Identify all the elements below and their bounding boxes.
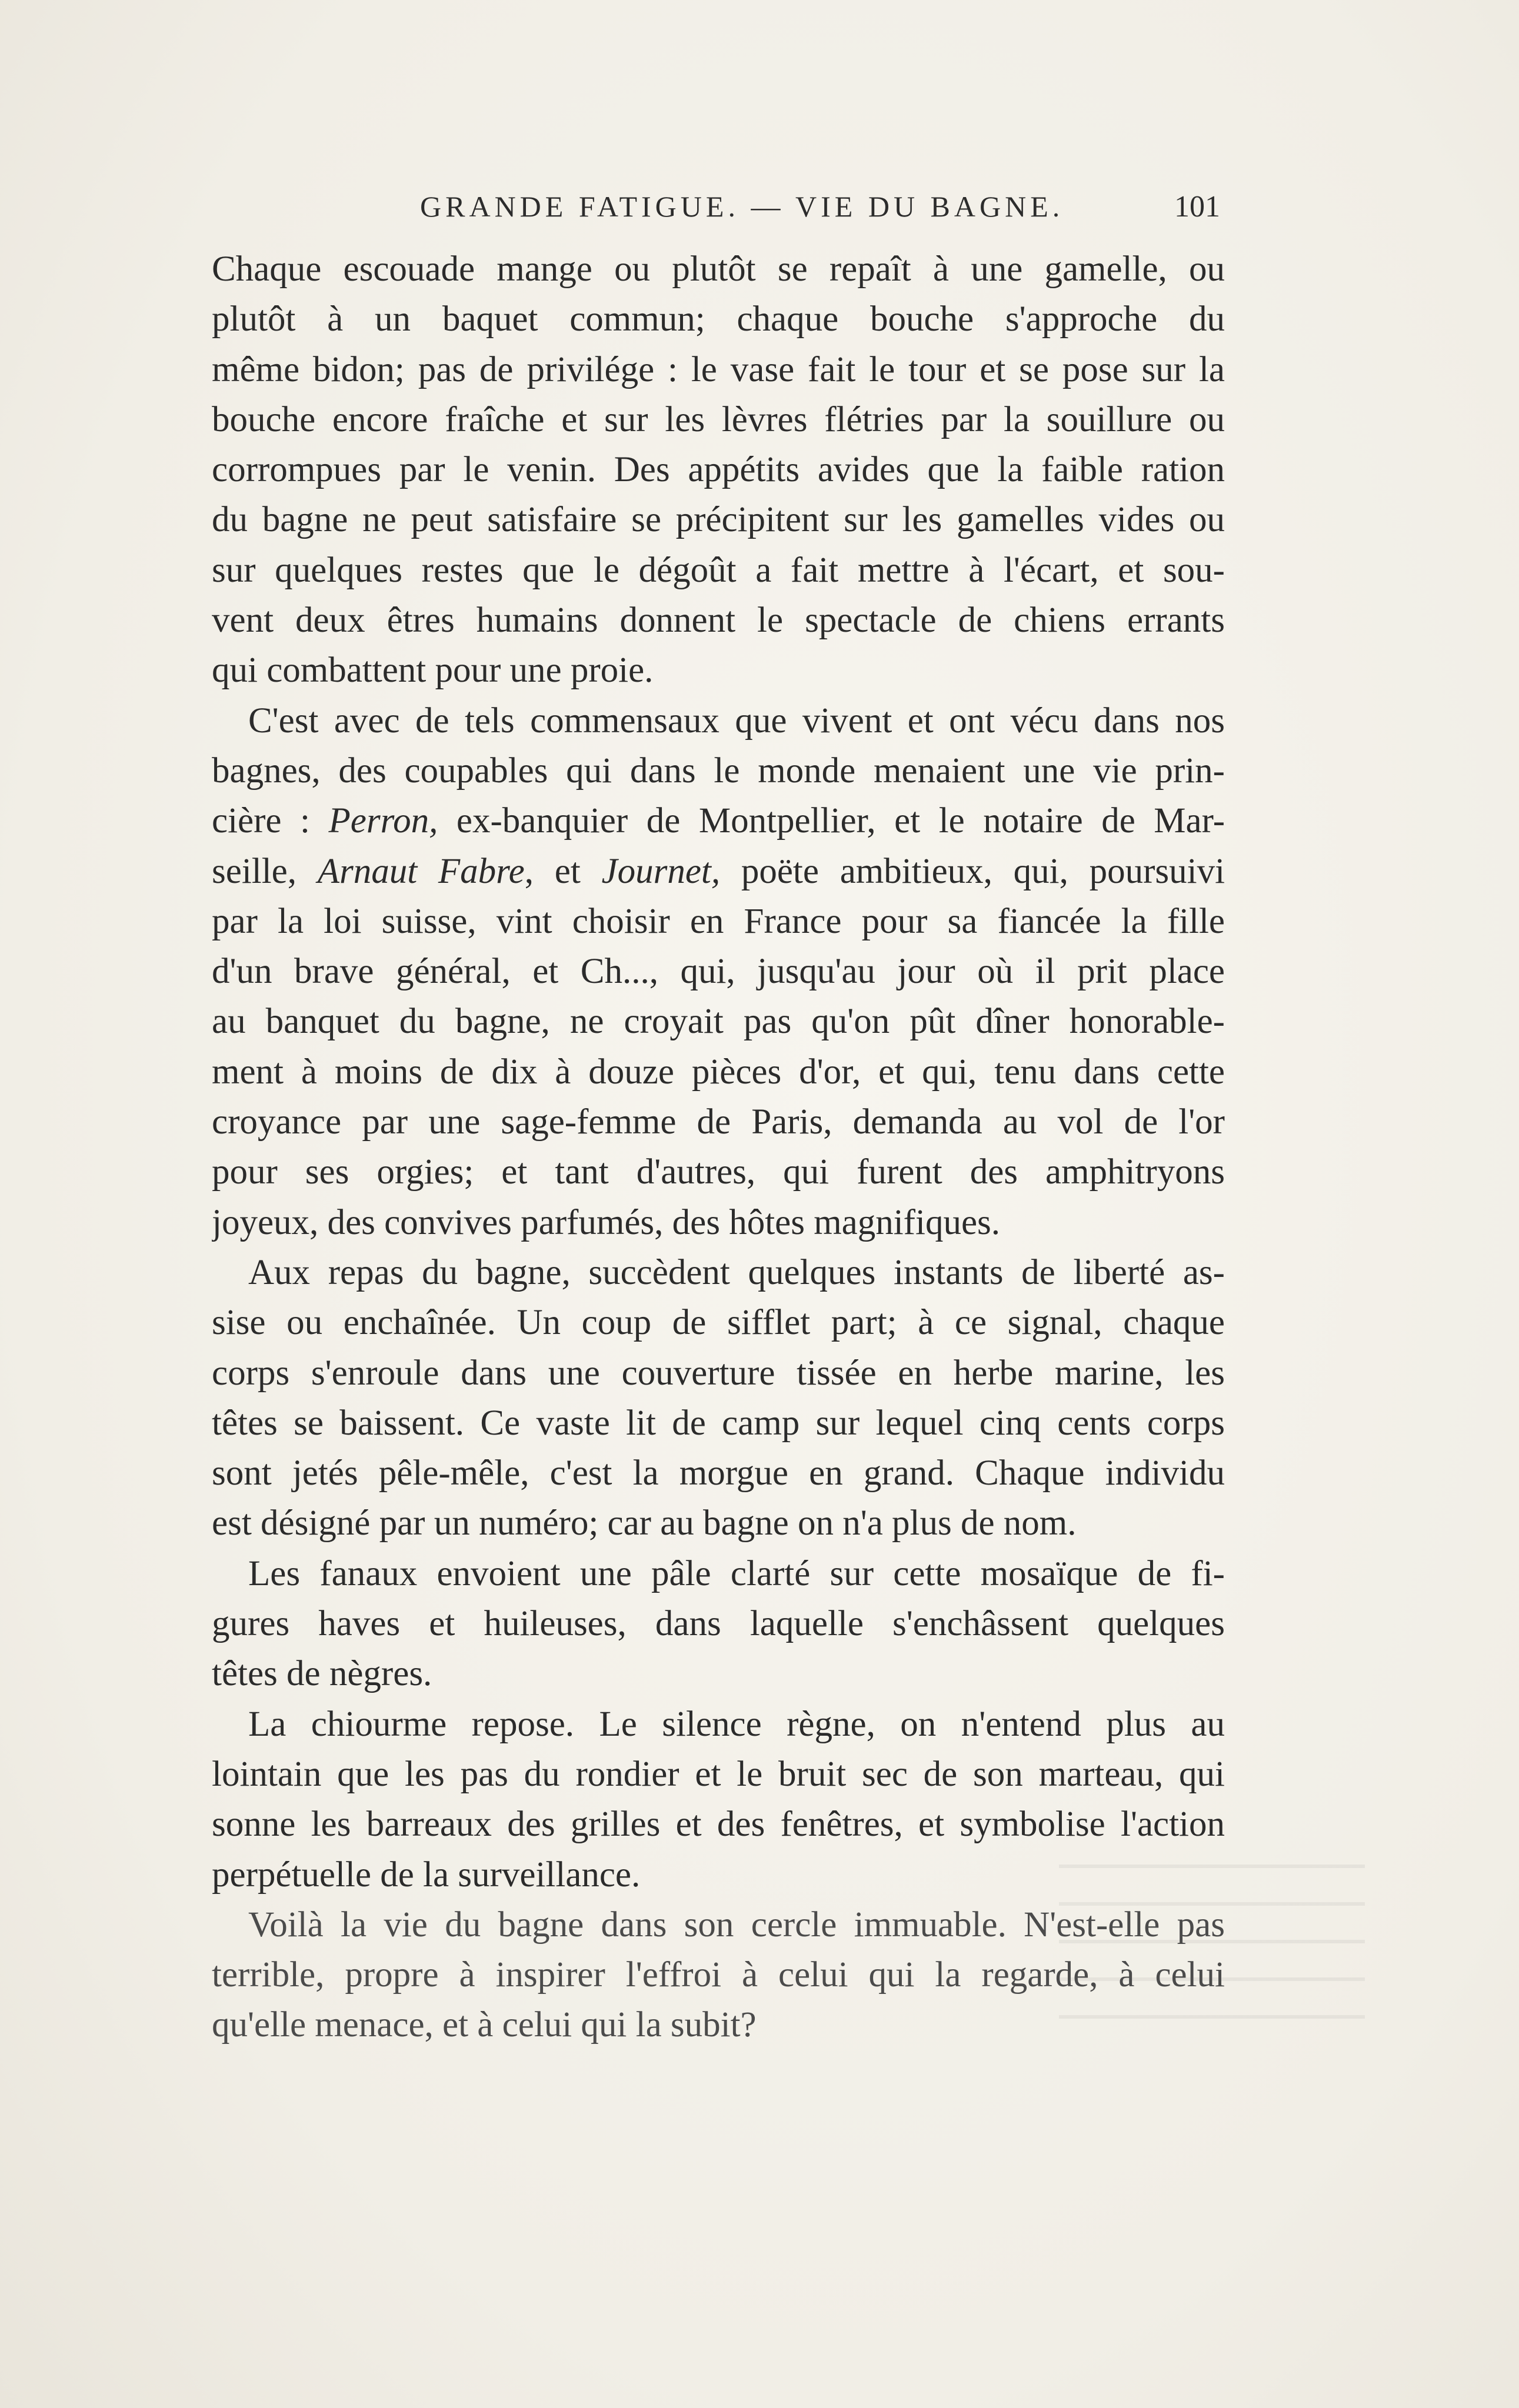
text-line: joyeux, des convives parfumés, des hôtes magnifiques. bbox=[212, 1202, 1001, 1242]
text-fragment: , et bbox=[524, 851, 581, 891]
text-line: sonne les barreaux des grilles et des fenêtres, et symbolise l'action bbox=[212, 1805, 1225, 1845]
text-line: du bagne ne peut satisfaire se précipitent sur les gamelles vides ou bbox=[212, 500, 1225, 540]
text-line bbox=[212, 796, 1225, 846]
text-line: C'est avec de tels commensaux que vivent et ont vécu dans nos bbox=[248, 701, 1225, 741]
page-header bbox=[420, 189, 1220, 231]
italic-name: Journet, bbox=[601, 851, 721, 891]
text-fragment: poëte ambitieux, qui, poursuivi bbox=[741, 851, 1225, 891]
text-line: corrompues par le venin. Des appétits avides que la faible ration bbox=[212, 450, 1225, 490]
text-line: Les fanaux envoient une pâle clarté sur cette mosaïque de fi- bbox=[248, 1553, 1225, 1593]
text-fragment: seille, bbox=[212, 851, 297, 891]
text-line: sise ou enchaînée. Un coup de sifflet part; à ce signal, chaque bbox=[212, 1303, 1225, 1343]
running-title: GRANDE FATIGUE. — VIE DU BAGNE. bbox=[420, 190, 1064, 223]
text-fragment: cière : bbox=[212, 801, 310, 841]
text-line: terrible, propre à inspirer l'effroi à celui qui la regarde, à celui bbox=[212, 1955, 1225, 1995]
show-through-texture bbox=[1059, 1865, 1365, 2041]
text-line: plutôt à un baquet commun; chaque bouche s'approche du bbox=[212, 299, 1225, 339]
body-text bbox=[212, 244, 1225, 2050]
text-line: qu'elle menace, et à celui qui la subit? bbox=[212, 2005, 757, 2045]
text-line: même bidon; pas de privilége : le vase fait le tour et se pose sur la bbox=[212, 349, 1225, 389]
text-line: vent deux êtres humains donnent le spectacle de chiens errants bbox=[212, 601, 1225, 641]
text-line: par la loi suisse, vint choisir en France pour sa fiancée la fille bbox=[212, 901, 1225, 941]
text-fragment: ex-banquier de Montpellier, et le notaire de Mar- bbox=[456, 801, 1225, 841]
text-line: lointain que les pas du rondier et le bruit sec de son marteau, qui bbox=[212, 1754, 1225, 1794]
text-line: têtes de nègres. bbox=[212, 1654, 432, 1694]
text-line: d'un brave général, et Ch..., qui, jusqu'au jour où il prit place bbox=[212, 952, 1225, 992]
text-line: bagnes, des coupables qui dans le monde menaient une vie prin- bbox=[212, 751, 1225, 791]
text-line: gures haves et huileuses, dans laquelle s'enchâssent quelques bbox=[212, 1604, 1225, 1644]
text-line: ment à moins de dix à douze pièces d'or, et qui, tenu dans cette bbox=[212, 1052, 1225, 1092]
text-line: Chaque escouade mange ou plutôt se repaît à une gamelle, ou bbox=[212, 249, 1225, 289]
text-line: Voilà la vie du bagne dans son cercle immuable. N'est-elle pas bbox=[248, 1905, 1225, 1945]
text-line: têtes se baissent. Ce vaste lit de camp sur lequel cinq cents corps bbox=[212, 1403, 1225, 1443]
text-line: bouche encore fraîche et sur les lèvres flétries par la souillure ou bbox=[212, 399, 1225, 439]
text-line: sont jetés pêle-mêle, c'est la morgue en grand. Chaque individu bbox=[212, 1453, 1225, 1493]
text-line: pour ses orgies; et tant d'autres, qui furent des amphitryons bbox=[212, 1152, 1225, 1192]
page-number: 101 bbox=[1174, 190, 1220, 224]
text-line: qui combattent pour une proie. bbox=[212, 651, 654, 691]
text-line: perpétuelle de la surveillance. bbox=[212, 1855, 641, 1895]
text-line: croyance par une sage-femme de Paris, demanda au vol de l'or bbox=[212, 1102, 1225, 1142]
text-line: corps s'enroule dans une couverture tissée en herbe marine, les bbox=[212, 1353, 1225, 1393]
text-line: La chiourme repose. Le silence règne, on n'entend plus au bbox=[248, 1704, 1225, 1744]
text-line: Aux repas du bagne, succèdent quelques instants de liberté as- bbox=[248, 1252, 1225, 1292]
text-line: est désigné par un numéro; car au bagne on n'a plus de nom. bbox=[212, 1503, 1077, 1543]
text-line: sur quelques restes que le dégoût a fait mettre à l'écart, et sou- bbox=[212, 550, 1225, 590]
text-line: au banquet du bagne, ne croyait pas qu'on pût dîner honorable- bbox=[212, 1002, 1225, 1042]
italic-name: Perron, bbox=[328, 801, 438, 841]
text-line bbox=[212, 846, 1225, 896]
italic-name: Arnaut Fabre bbox=[317, 851, 525, 891]
